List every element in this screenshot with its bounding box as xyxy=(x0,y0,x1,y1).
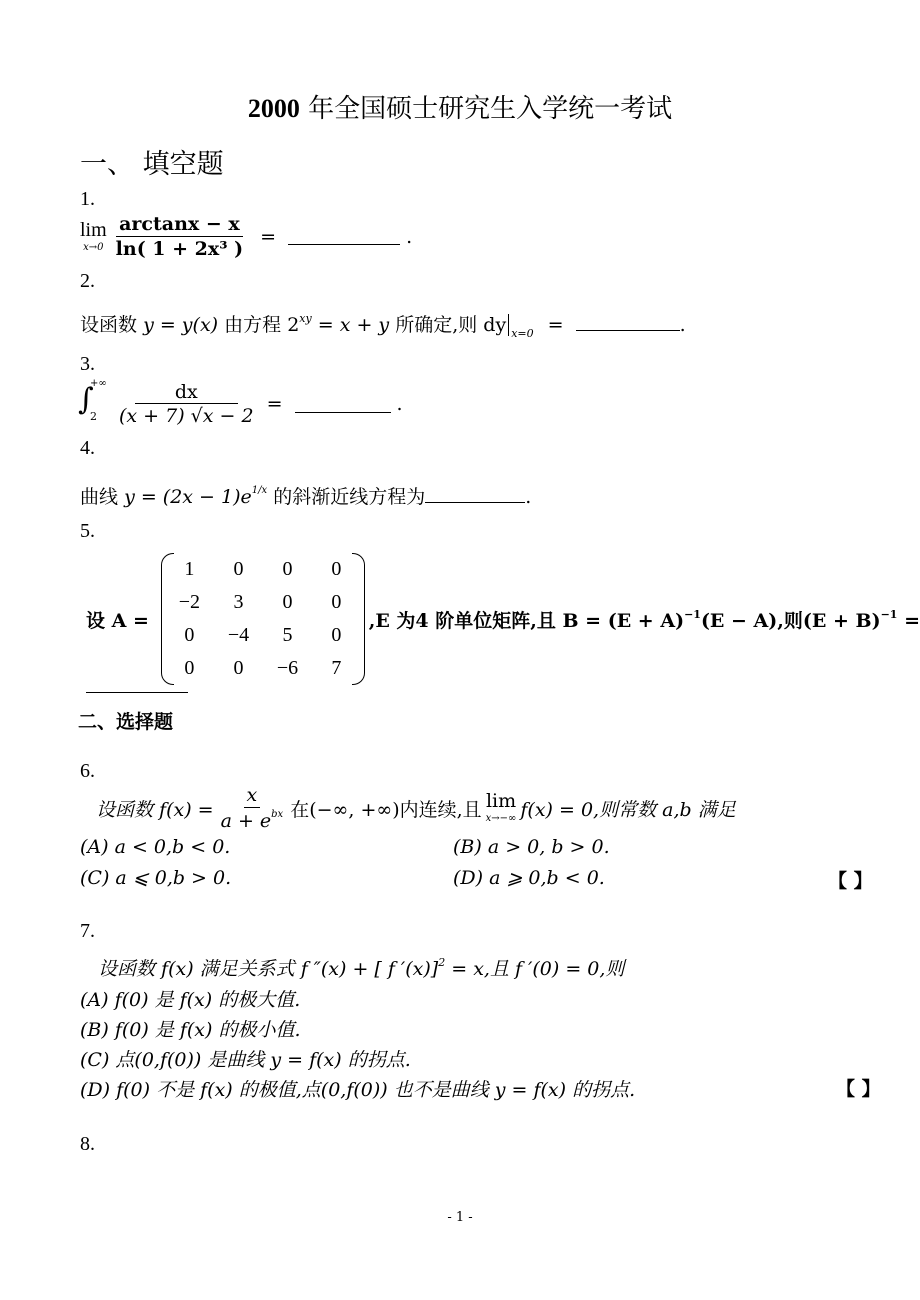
q2-number: 2. xyxy=(80,270,95,292)
q2-equals: = xyxy=(547,314,564,336)
q4-text-a: 曲线 xyxy=(80,486,119,508)
q6-numerator: x xyxy=(244,784,261,808)
matrix-cell: 0 xyxy=(282,591,293,613)
q6-stem xyxy=(96,784,736,832)
matrix-cell: 0 xyxy=(282,558,293,580)
q6-answer-bracket: 【 】 xyxy=(828,870,873,892)
section-heading-multiple-choice: 二、选择题 xyxy=(78,711,174,733)
q7-option-b: (B) f(0) 是 f(x) 的极小值. xyxy=(80,1019,301,1041)
q3-integral: ∫ +∞ 2 xyxy=(78,378,107,423)
q7-number: 7. xyxy=(80,920,95,942)
q3-numerator: dx xyxy=(135,381,238,404)
title-text: 年全国硕士研究生入学统一考试 xyxy=(308,94,673,124)
matrix-row xyxy=(165,586,361,619)
q2-text-c: 所确定,则 xyxy=(395,314,478,336)
q1-number: 1. xyxy=(80,188,95,210)
matrix-right-paren xyxy=(352,553,365,685)
matrix-cell: −4 xyxy=(227,624,250,646)
q6-option-a: (A) a < 0,b < 0. xyxy=(80,836,231,858)
q5-number: 5. xyxy=(80,520,95,542)
matrix-cell: 0 xyxy=(233,657,244,679)
q6-limit xyxy=(486,792,517,824)
q1-lim-sub: x→0 xyxy=(83,242,104,253)
q6-lim-sub: x→−∞ xyxy=(485,813,517,824)
q1-period: . xyxy=(406,225,413,248)
q1-expression xyxy=(80,213,412,260)
matrix-cell: 3 xyxy=(233,591,244,613)
q7-stem: 设函数 f(x) 满足关系式 f ″(x) + [ f ′(x)]$^2$ = x,且 f ′(0) = 0,则 xyxy=(98,956,625,980)
section-heading-fill-blank: 一、 填空题 xyxy=(80,149,224,180)
q5-prefix: 设 A = xyxy=(86,609,149,632)
matrix-cell: 0 xyxy=(331,558,342,580)
q3-equals: = xyxy=(266,393,283,415)
matrix-cell: −2 xyxy=(178,591,201,613)
q2-equation: $2^{xy} = x + y$ xyxy=(287,312,390,336)
matrix-cell: 0 xyxy=(184,624,195,646)
q4-expression xyxy=(80,482,531,509)
q3-fraction xyxy=(116,381,257,427)
q1-numerator: arctanx − x xyxy=(116,213,243,237)
q8-number: 8. xyxy=(80,1133,95,1155)
q2-answer-blank xyxy=(576,314,680,331)
q5-expression xyxy=(86,553,920,685)
matrix-cell: 7 xyxy=(331,657,342,679)
q4-exponent: 1/x xyxy=(251,485,268,496)
q4-text-b: 的斜渐近线方程为 xyxy=(273,486,426,508)
matrix-cell: −6 xyxy=(276,657,299,679)
q5-answer-blank xyxy=(86,692,188,693)
q6-number: 6. xyxy=(80,760,95,782)
q6-lim-word: lim xyxy=(485,790,517,812)
q3-answer-blank xyxy=(295,396,391,413)
q4-period: . xyxy=(525,486,532,508)
q7-option-d: (D) f(0) 不是 f(x) 的极值,点(0,f(0)) 也不是曲线 y = f(x) 的拐点. xyxy=(80,1079,636,1101)
q1-lim-word: lim xyxy=(80,219,107,241)
q4-answer-blank xyxy=(425,486,525,503)
q7-answer-bracket: 【 】 xyxy=(836,1078,881,1100)
q1-answer-blank xyxy=(288,228,400,245)
q2-text-b: 由方程 xyxy=(224,314,282,336)
q4-number: 4. xyxy=(80,437,95,459)
q2-period: . xyxy=(679,314,686,336)
page-title xyxy=(0,88,920,125)
q5-suffix: ,E 为4 阶单位矩阵,且 $B = (E + A)^{-1}(E - A)$,则$(E + B)^{-1}$ = xyxy=(368,607,920,632)
matrix-row xyxy=(165,619,361,652)
q6-fraction xyxy=(218,784,287,832)
q6-denominator: $a + e^{bx}$ xyxy=(220,809,284,832)
matrix-row xyxy=(165,652,361,685)
q3-denominator: (x + 7) √x − 2 xyxy=(119,405,254,427)
matrix-cell: 0 xyxy=(331,591,342,613)
page-number: - 1 - xyxy=(447,1210,473,1225)
matrix-left-paren xyxy=(161,553,174,685)
title-year: 2000 xyxy=(247,94,300,123)
q1-limit xyxy=(80,220,107,253)
q6-text-c: f(x) = 0,则常数 a,b 满足 xyxy=(520,798,736,821)
q3-number: 3. xyxy=(80,353,95,375)
q2-expression xyxy=(80,310,686,340)
q7-option-c: (C) 点(0,f(0)) 是曲线 y = f(x) 的拐点. xyxy=(80,1049,411,1071)
q6-option-d: (D) a ⩾ 0,b < 0. xyxy=(453,867,605,889)
q2-expr-a: y = y(x) xyxy=(143,314,219,336)
q3-expression xyxy=(78,380,403,428)
q3-period: . xyxy=(396,393,403,415)
q6-text-b: 在(−∞, +∞)内连续,且 xyxy=(290,798,482,821)
matrix-A xyxy=(165,553,361,685)
q2-text-a: 设函数 xyxy=(80,314,138,336)
q6-text-a: 设函数 f(x) = xyxy=(96,798,214,821)
q7-option-a: (A) f(0) 是 f(x) 的极大值. xyxy=(80,989,301,1011)
matrix-cell: 0 xyxy=(184,657,195,679)
matrix-row xyxy=(165,553,361,586)
q1-denominator: ln( 1 + 2x³ ) xyxy=(115,238,244,260)
q6-option-b: (B) a > 0, b > 0. xyxy=(453,836,610,858)
q1-equals: = xyxy=(260,225,277,248)
q1-fraction xyxy=(113,213,246,260)
matrix-cell: 0 xyxy=(331,624,342,646)
q2-dy: dy $_{x=0}$ xyxy=(483,314,534,340)
matrix-cell: 0 xyxy=(233,558,244,580)
q6-option-c: (C) a ⩽ 0,b > 0. xyxy=(80,867,232,889)
q4-curve: y = (2x − 1)e xyxy=(124,486,252,508)
matrix-cell: 1 xyxy=(184,558,195,580)
matrix-cell: 5 xyxy=(282,624,293,646)
